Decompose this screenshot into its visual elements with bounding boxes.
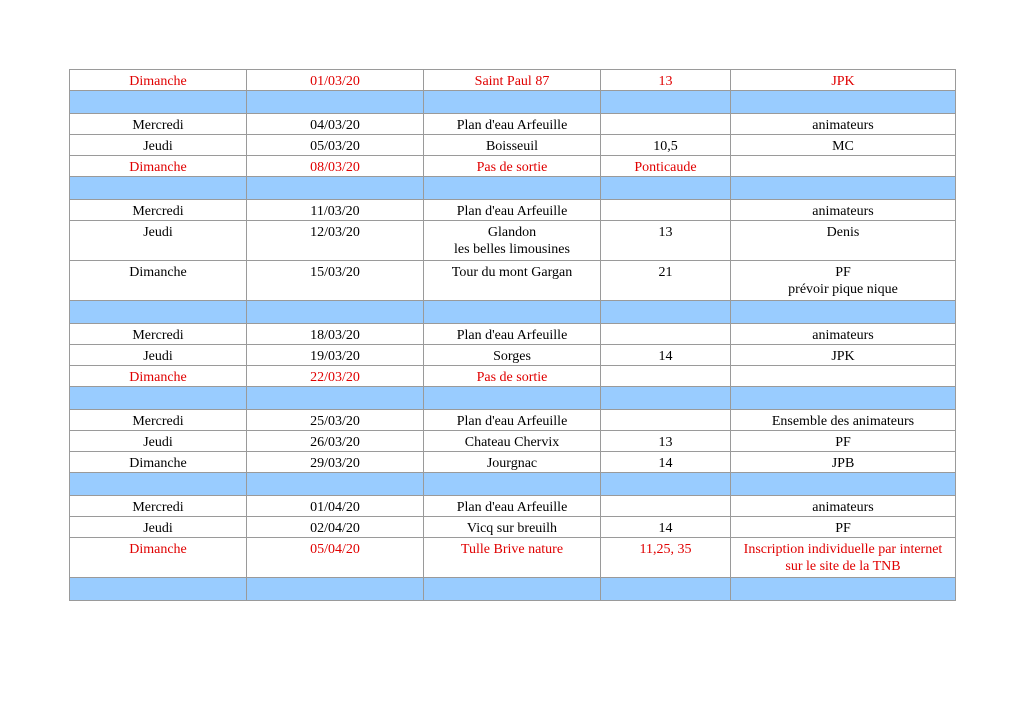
leader-cell-line: prévoir pique nique: [788, 282, 898, 297]
separator-cell: [601, 301, 731, 324]
table-row: [70, 431, 956, 452]
leader-cell: [731, 114, 956, 135]
place-cell: [424, 70, 601, 91]
separator-cell: [70, 301, 247, 324]
separator-cell: [70, 387, 247, 410]
leader-cell-line: Ensemble des animateurs: [771, 414, 915, 429]
leader-cell-line: animateurs: [812, 500, 874, 515]
date-cell: 22/03/20: [247, 366, 424, 387]
separator-cell: [70, 578, 247, 601]
place-cell: [424, 156, 601, 177]
leader-cell-line: PF: [835, 521, 851, 536]
separator-cell: [70, 177, 247, 200]
date-cell: 01/03/20: [247, 70, 424, 91]
leader-cell: [731, 538, 956, 578]
table-row: [70, 156, 956, 177]
week-separator-row: [70, 177, 956, 200]
place-cell-line: Plan d'eau Arfeuille: [456, 500, 568, 515]
week-separator-row: [70, 91, 956, 114]
place-cell: [424, 200, 601, 221]
table-row: [70, 221, 956, 261]
leader-cell: [731, 366, 956, 387]
separator-cell: [601, 91, 731, 114]
distance-cell: Ponticaude: [601, 156, 731, 177]
distance-cell: 13: [601, 221, 731, 261]
day-cell: Mercredi: [70, 496, 247, 517]
separator-cell: [70, 473, 247, 496]
leader-cell: [731, 261, 956, 301]
place-cell-line: Pas de sortie: [476, 370, 548, 385]
separator-cell: [424, 301, 601, 324]
leader-cell-line: PF: [835, 265, 851, 280]
date-cell: 12/03/20: [247, 221, 424, 261]
place-cell-line: les belles limousines: [454, 242, 570, 257]
separator-cell: [247, 301, 424, 324]
leader-cell-line: JPB: [831, 456, 855, 471]
separator-cell: [424, 473, 601, 496]
leader-cell: [731, 410, 956, 431]
date-cell: 26/03/20: [247, 431, 424, 452]
separator-cell: [731, 578, 956, 601]
date-cell: 25/03/20: [247, 410, 424, 431]
place-cell-line: Plan d'eau Arfeuille: [456, 118, 568, 133]
place-cell-line: Tour du mont Gargan: [451, 265, 573, 280]
day-cell: Mercredi: [70, 324, 247, 345]
date-cell: 19/03/20: [247, 345, 424, 366]
date-cell: 18/03/20: [247, 324, 424, 345]
separator-cell: [247, 387, 424, 410]
place-cell: [424, 538, 601, 578]
place-cell: [424, 517, 601, 538]
place-cell-line: Plan d'eau Arfeuille: [456, 328, 568, 343]
separator-cell: [247, 91, 424, 114]
schedule-body: [70, 70, 956, 601]
place-cell-line: Chateau Chervix: [464, 435, 560, 450]
week-separator-row: [70, 387, 956, 410]
table-row: [70, 345, 956, 366]
place-cell-line: Vicq sur breuilh: [466, 521, 558, 536]
separator-cell: [424, 387, 601, 410]
place-cell: [424, 221, 601, 261]
table-row: [70, 452, 956, 473]
table-row: [70, 366, 956, 387]
separator-cell: [731, 387, 956, 410]
day-cell: Jeudi: [70, 135, 247, 156]
leader-cell-line: PF: [835, 435, 851, 450]
separator-cell: [601, 387, 731, 410]
place-cell: [424, 366, 601, 387]
separator-cell: [424, 578, 601, 601]
day-cell: Mercredi: [70, 114, 247, 135]
place-cell-line: Sorges: [493, 349, 531, 364]
separator-cell: [424, 177, 601, 200]
distance-cell: [601, 200, 731, 221]
distance-cell: [601, 366, 731, 387]
table-row: [70, 517, 956, 538]
place-cell: [424, 114, 601, 135]
leader-cell-line: Inscription individuelle par internet: [743, 542, 943, 557]
distance-cell: 14: [601, 517, 731, 538]
separator-cell: [731, 177, 956, 200]
leader-cell: [731, 517, 956, 538]
separator-cell: [247, 177, 424, 200]
day-cell: Mercredi: [70, 200, 247, 221]
place-cell-line: Plan d'eau Arfeuille: [456, 204, 568, 219]
place-cell-line: Tulle Brive nature: [460, 542, 564, 557]
place-cell: [424, 345, 601, 366]
week-separator-row: [70, 578, 956, 601]
day-cell: Mercredi: [70, 410, 247, 431]
place-cell: [424, 431, 601, 452]
day-cell: Dimanche: [70, 261, 247, 301]
week-separator-row: [70, 473, 956, 496]
separator-cell: [731, 473, 956, 496]
leader-cell: [731, 70, 956, 91]
date-cell: 05/04/20: [247, 538, 424, 578]
date-cell: 05/03/20: [247, 135, 424, 156]
leader-cell: [731, 452, 956, 473]
leader-cell-line: animateurs: [812, 204, 874, 219]
leader-cell: [731, 345, 956, 366]
table-row: [70, 135, 956, 156]
leader-cell: [731, 200, 956, 221]
leader-cell: [731, 496, 956, 517]
distance-cell: [601, 114, 731, 135]
distance-cell: 11,25, 35: [601, 538, 731, 578]
distance-cell: 21: [601, 261, 731, 301]
leader-cell-line: JPK: [831, 74, 855, 89]
distance-cell: [601, 496, 731, 517]
distance-cell: 13: [601, 431, 731, 452]
leader-cell: [731, 156, 956, 177]
day-cell: Dimanche: [70, 452, 247, 473]
place-cell-line: Pas de sortie: [476, 160, 548, 175]
place-cell: [424, 410, 601, 431]
place-cell-line: Jourgnac: [486, 456, 538, 471]
day-cell: Dimanche: [70, 538, 247, 578]
distance-cell: [601, 324, 731, 345]
place-cell: [424, 496, 601, 517]
place-cell: [424, 324, 601, 345]
separator-cell: [601, 177, 731, 200]
table-row: [70, 496, 956, 517]
place-cell-line: Saint Paul 87: [474, 74, 550, 89]
separator-cell: [731, 301, 956, 324]
separator-cell: [601, 578, 731, 601]
table-row: [70, 200, 956, 221]
table-row: [70, 70, 956, 91]
separator-cell: [731, 91, 956, 114]
separator-cell: [424, 91, 601, 114]
place-cell: [424, 261, 601, 301]
table-row: [70, 410, 956, 431]
place-cell-line: Glandon: [487, 225, 537, 240]
place-cell-line: Plan d'eau Arfeuille: [456, 414, 568, 429]
table-row: [70, 324, 956, 345]
distance-cell: 14: [601, 345, 731, 366]
distance-cell: [601, 410, 731, 431]
separator-cell: [247, 473, 424, 496]
distance-cell: 13: [601, 70, 731, 91]
date-cell: 04/03/20: [247, 114, 424, 135]
leader-cell-line: MC: [832, 139, 854, 154]
day-cell: Dimanche: [70, 156, 247, 177]
distance-cell: 10,5: [601, 135, 731, 156]
day-cell: Jeudi: [70, 345, 247, 366]
week-separator-row: [70, 301, 956, 324]
leader-cell-line: animateurs: [812, 328, 874, 343]
separator-cell: [247, 578, 424, 601]
table-row: [70, 538, 956, 578]
table-row: [70, 261, 956, 301]
date-cell: 01/04/20: [247, 496, 424, 517]
leader-cell: [731, 431, 956, 452]
distance-cell: 14: [601, 452, 731, 473]
leader-cell: [731, 135, 956, 156]
day-cell: Jeudi: [70, 431, 247, 452]
date-cell: 15/03/20: [247, 261, 424, 301]
leader-cell-line: animateurs: [812, 118, 874, 133]
place-cell: [424, 452, 601, 473]
leader-cell: [731, 324, 956, 345]
day-cell: Jeudi: [70, 517, 247, 538]
place-cell-line: Boisseuil: [485, 139, 539, 154]
leader-cell-line: sur le site de la TNB: [785, 559, 901, 574]
day-cell: Dimanche: [70, 70, 247, 91]
separator-cell: [70, 91, 247, 114]
date-cell: 08/03/20: [247, 156, 424, 177]
date-cell: 11/03/20: [247, 200, 424, 221]
date-cell: 29/03/20: [247, 452, 424, 473]
leader-cell: [731, 221, 956, 261]
place-cell: [424, 135, 601, 156]
table-row: [70, 114, 956, 135]
day-cell: Jeudi: [70, 221, 247, 261]
date-cell: 02/04/20: [247, 517, 424, 538]
leader-cell-line: JPK: [831, 349, 855, 364]
day-cell: Dimanche: [70, 366, 247, 387]
separator-cell: [601, 473, 731, 496]
outings-schedule-table: [69, 69, 956, 601]
leader-cell-line: Denis: [826, 225, 860, 240]
